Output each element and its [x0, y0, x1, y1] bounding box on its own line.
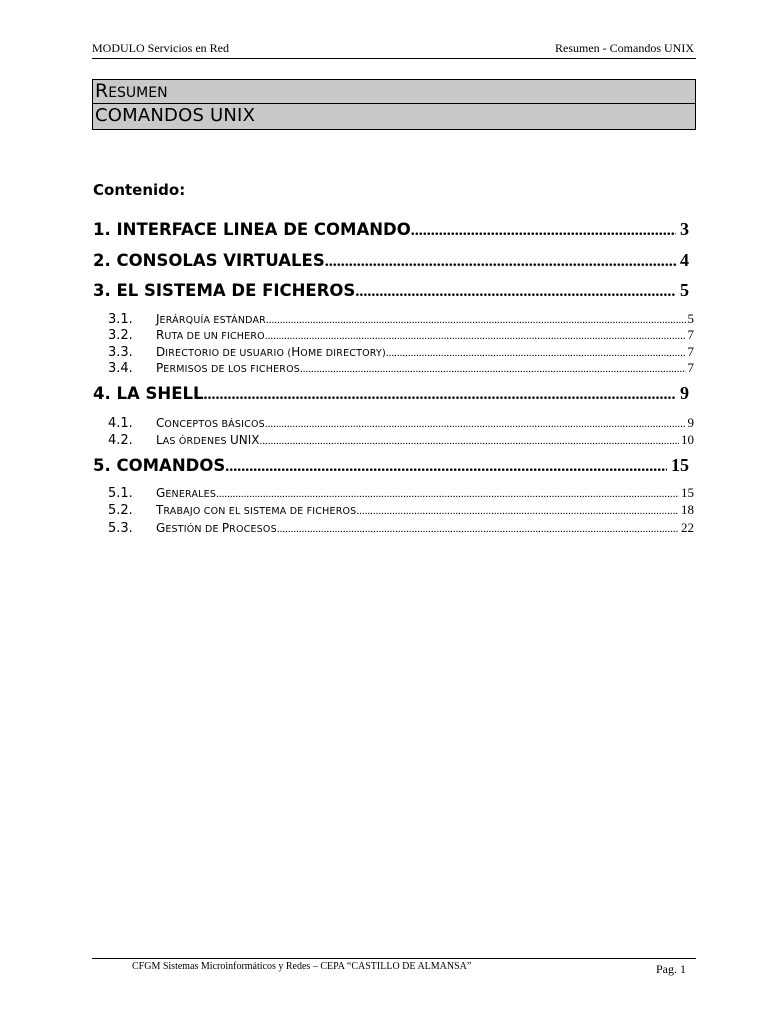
page-header [92, 40, 696, 59]
toc-leader [265, 418, 686, 430]
toc-leader [260, 435, 679, 447]
toc-leader [265, 330, 686, 342]
toc-entry-4-2[interactable]: 4.2. LAS ÓRDENES UNIX ..... 10 [108, 432, 694, 448]
toc-leader [216, 488, 679, 500]
toc-entry-3-4[interactable]: 3.4. PERMISOS DE LOS FICHEROS ..... 7 [108, 360, 694, 376]
toc-leader [277, 523, 679, 535]
toc-leader [355, 283, 676, 301]
toc-entry-5-3[interactable]: 5.3. GESTIÓN DE PROCESOS ..... 22 [108, 520, 694, 536]
toc-entry-3-2[interactable]: 3.2. RUTA DE UN FICHERO ..... 7 [108, 327, 694, 343]
toc-entry-5-2[interactable]: 5.2. TRABAJO CON EL SISTEMA DE FICHEROS ..... 18 [108, 502, 694, 518]
toc-leader [204, 386, 676, 404]
toc-entry-4[interactable]: 4. LA SHELL ..... 9 [93, 383, 689, 407]
header-module: MODULO Servicios en Red [92, 41, 229, 55]
toc-entry-5[interactable]: 5. COMANDOS ..... 15 [93, 455, 689, 479]
title-box-resumen [92, 79, 696, 104]
toc-leader [300, 363, 686, 375]
toc-leader [411, 222, 676, 240]
toc-entry-3-3[interactable]: 3.3. DIRECTORIO DE USUARIO (HOME DIRECTORY) ..... 7 [108, 344, 694, 360]
toc-leader [325, 253, 676, 271]
footer-text: CFGM Sistemas Microinformáticos y Redes – CEPA “CASTILLO DE ALMANSA” [132, 961, 472, 972]
footer-page-number: Pag. 1 [656, 962, 686, 976]
toc-entry-5-1[interactable]: 5.1. GENERALES ..... 15 [108, 485, 694, 501]
header-doc-title: Resumen - Comandos UNIX [555, 41, 694, 55]
toc-entry-1[interactable]: 1. INTERFACE LINEA DE COMANDO ..... 3 [93, 219, 689, 243]
toc-entry-3[interactable]: 3. EL SISTEMA DE FICHEROS ..... 5 [93, 280, 689, 304]
footer-rule [92, 958, 696, 959]
toc-leader [356, 505, 679, 517]
toc-entry-3-1[interactable]: 3.1. JERÁRQUÍA ESTÁNDAR ..... 5 [108, 311, 694, 327]
toc-leader [225, 458, 667, 476]
contenido-heading: Contenido: [93, 181, 186, 199]
title-box-comandos [92, 103, 696, 130]
title-comandos-unix: COMANDOS UNIX [95, 105, 256, 126]
toc-leader [386, 347, 686, 359]
title-resumen: RESUMEN [95, 80, 168, 102]
toc-entry-2[interactable]: 2. CONSOLAS VIRTUALES ..... 4 [93, 250, 689, 274]
toc-leader [266, 314, 686, 326]
toc-entry-4-1[interactable]: 4.1. CONCEPTOS BÁSICOS ..... 9 [108, 415, 694, 431]
